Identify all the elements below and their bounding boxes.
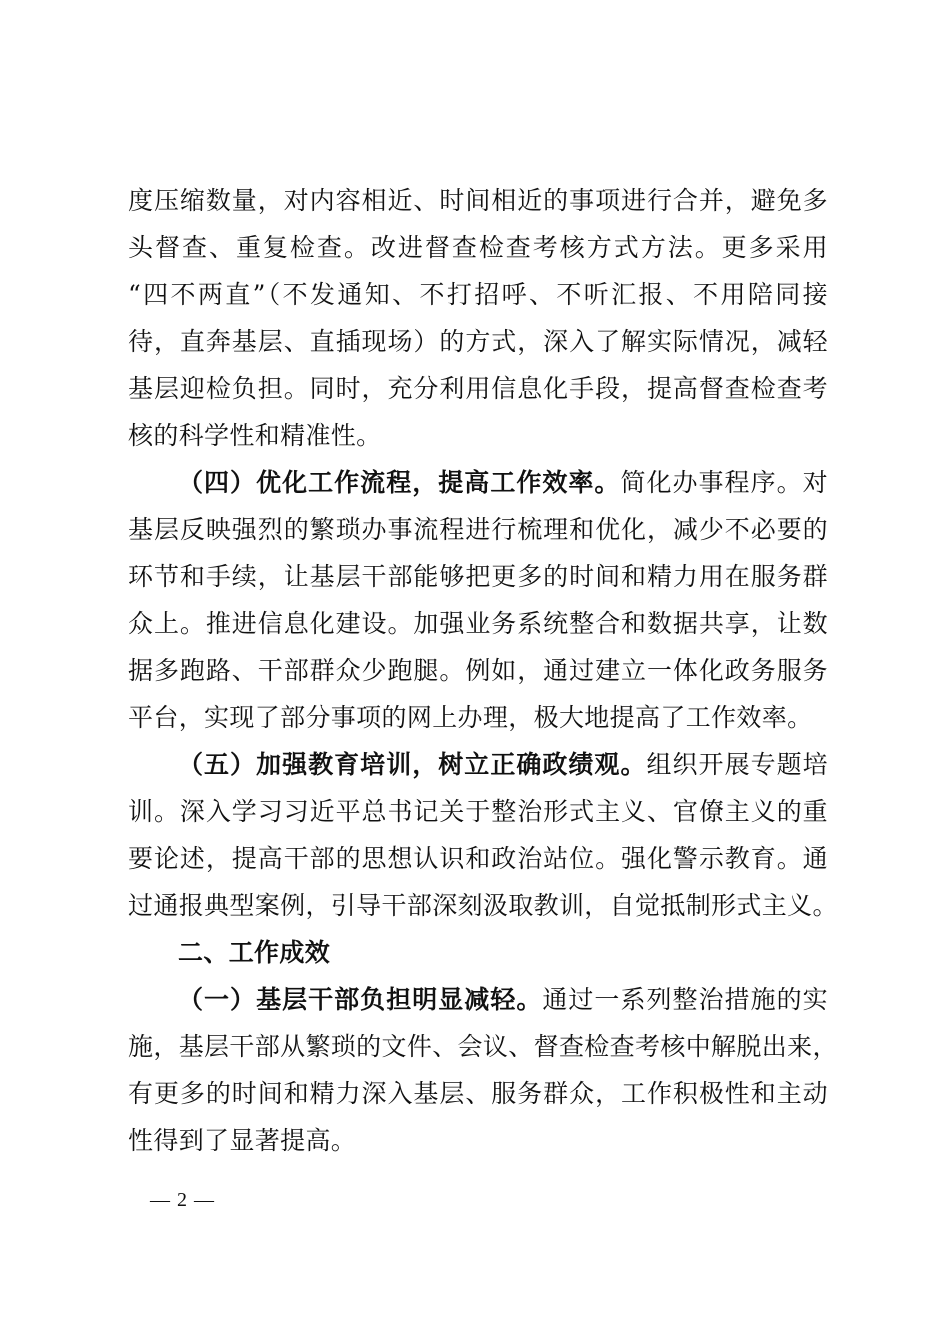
paragraph-continued <box>128 177 828 459</box>
text-line: 环节和手续，让基层干部能够把更多的时间和精力用在服务群 <box>128 562 828 591</box>
text-line: 过通报典型案例，引导干部深刻汲取教训，自觉抵制形式主义。 <box>128 891 838 920</box>
text-run: 简化办事程序。对 <box>620 468 828 497</box>
text-line: 核的科学性和精准性。 <box>128 421 382 450</box>
text-line: 据多跑路、干部群众少跑腿。例如，通过建立一体化政务服务 <box>128 656 828 685</box>
chapter-heading: 二、工作成效 <box>178 938 331 967</box>
paragraph-section-4 <box>128 459 828 741</box>
text-run: 通过一系列整治措施的实 <box>542 985 828 1014</box>
text-line <box>128 741 828 788</box>
text-line: 度压缩数量，对内容相近、时间相近的事项进行合并，避免多 <box>128 186 828 215</box>
text-line: 有更多的时间和精力深入基层、服务群众，工作积极性和主动 <box>128 1079 828 1108</box>
page-number: — 2 — <box>150 1189 215 1211</box>
text-line: 训。深入学习习近平总书记关于整治形式主义、官僚主义的重 <box>128 797 828 826</box>
section-two-heading-block <box>128 929 828 976</box>
text-line: 待，直奔基层、直插现场）的方式，深入了解实际情况，减轻 <box>128 327 828 356</box>
text-line: 众上。推进信息化建设。加强业务系统整合和数据共享，让数 <box>128 609 828 638</box>
body-text <box>128 177 838 1164</box>
section-heading: （一）基层干部负担明显减轻。 <box>178 985 543 1014</box>
text-line: 平台，实现了部分事项的网上办理，极大地提高了工作效率。 <box>128 703 813 732</box>
text-line: 要论述，提高干部的思想认识和政治站位。强化警示教育。通 <box>128 844 828 873</box>
text-line: “四不两直”（不发通知、不打招呼、不听汇报、不用陪同接 <box>128 280 828 309</box>
section-heading: （五）加强教育培训，树立正确政绩观。 <box>178 750 647 779</box>
text-line: 施，基层干部从繁琐的文件、会议、督查检查考核中解脱出来， <box>128 1032 838 1061</box>
paragraph-result-1 <box>128 976 838 1164</box>
text-line: 头督查、重复检查。改进督查检查考核方式方法。更多采用 <box>128 233 828 262</box>
text-line: 基层反映强烈的繁琐办事流程进行梳理和优化，减少不必要的 <box>128 515 828 544</box>
paragraph-section-5 <box>128 741 838 929</box>
text-line <box>128 459 828 506</box>
text-line: 性得到了显著提高。 <box>128 1126 357 1155</box>
text-line <box>128 976 828 1023</box>
text-run: 组织开展专题培 <box>646 750 828 779</box>
text-line: 基层迎检负担。同时，充分利用信息化手段，提高督查检查考 <box>128 374 828 403</box>
section-heading: （四）优化工作流程，提高工作效率。 <box>178 468 621 497</box>
